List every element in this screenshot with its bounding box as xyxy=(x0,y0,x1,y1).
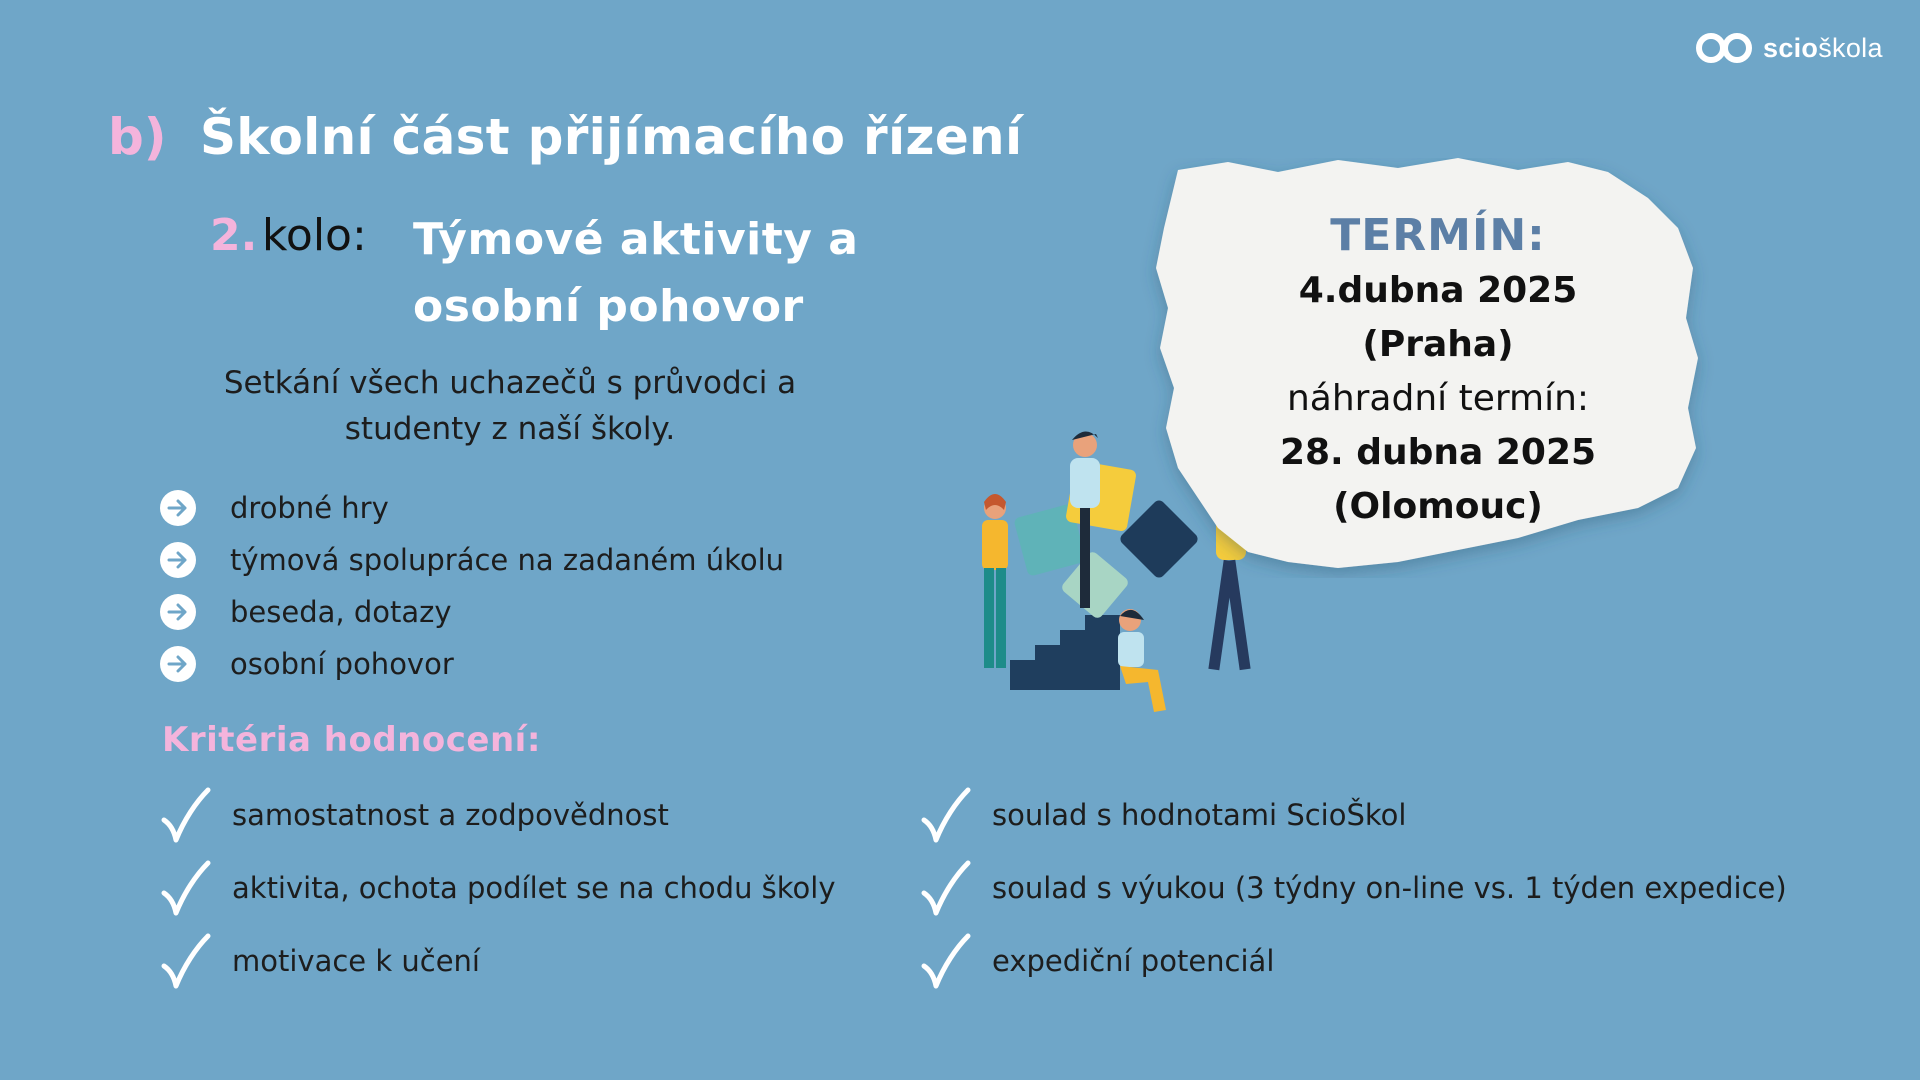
list-item xyxy=(160,778,900,851)
list-item xyxy=(160,638,920,690)
checkmark-icon xyxy=(920,859,972,917)
list-item xyxy=(160,534,920,586)
criteria-list-left xyxy=(160,778,900,997)
infinity-logo-icon xyxy=(1695,32,1753,64)
page-title: Školní část přijímacího řízení xyxy=(200,108,1023,166)
criteria-list-right xyxy=(920,778,1920,997)
logo-wordmark xyxy=(1763,33,1883,64)
term-place-primary: (Praha) xyxy=(1362,324,1514,365)
stairs-shape xyxy=(1010,615,1120,690)
round-title-line2: osobní pohovor xyxy=(413,281,804,332)
term-place-alt: (Olomouc) xyxy=(1333,486,1543,527)
person-woman-left xyxy=(982,494,1008,668)
checkmark-icon xyxy=(920,786,972,844)
activity-label: týmová spolupráce na zadaném úkolu xyxy=(230,543,785,577)
criteria-label: expediční potenciál xyxy=(992,943,1275,978)
term-alt-label: náhradní termín: xyxy=(1286,378,1590,419)
list-item xyxy=(920,851,1920,924)
checkmark-icon xyxy=(160,932,212,990)
term-date-alt: 28. dubna 2025 xyxy=(1279,432,1597,473)
term-date-primary: 4.dubna 2025 xyxy=(1298,270,1578,311)
activities-list xyxy=(160,482,920,690)
round-word: kolo: xyxy=(262,210,367,261)
scioskola-logo xyxy=(1695,28,1895,68)
intro-line2: studenty z naší školy. xyxy=(344,411,676,447)
arrow-right-icon xyxy=(160,490,196,526)
person-woman-kneeling xyxy=(1118,609,1166,712)
criteria-label: aktivita, ochota podílet se na chodu školy xyxy=(232,870,836,905)
arrow-right-icon xyxy=(160,594,196,630)
round-title-line1: Týmové aktivity a xyxy=(413,214,859,265)
list-item xyxy=(160,924,900,997)
list-item xyxy=(920,924,1920,997)
section-letter: b) xyxy=(108,108,167,166)
checkmark-icon xyxy=(920,932,972,990)
intro-text xyxy=(180,360,840,452)
term-content xyxy=(1178,208,1698,534)
term-heading: TERMÍN: xyxy=(1330,210,1546,261)
round-number: 2. xyxy=(210,210,258,261)
intro-line1: Setkání všech uchazečů s průvodci a xyxy=(223,365,797,401)
criteria-label: soulad s výukou (3 týdny on-line vs. 1 týden expedice) xyxy=(992,870,1787,905)
round-title xyxy=(413,206,973,340)
activity-label: osobní pohovor xyxy=(230,647,454,681)
arrow-right-icon xyxy=(160,646,196,682)
term-card xyxy=(1138,158,1738,578)
criteria-label: motivace k učení xyxy=(232,943,480,978)
criteria-label: soulad s hodnotami ScioŠkol xyxy=(992,797,1407,832)
list-item xyxy=(160,851,900,924)
checkmark-icon xyxy=(160,786,212,844)
checkmark-icon xyxy=(160,859,212,917)
logo-regular-part: škola xyxy=(1818,32,1883,63)
list-item xyxy=(920,778,1920,851)
activity-label: drobné hry xyxy=(230,491,389,525)
list-item xyxy=(160,482,920,534)
list-item xyxy=(160,586,920,638)
criteria-label: samostatnost a zodpovědnost xyxy=(232,797,669,832)
logo-bold-part: scio xyxy=(1763,32,1819,63)
criteria-heading: Kritéria hodnocení: xyxy=(162,720,541,760)
arrow-right-icon xyxy=(160,542,196,578)
activity-label: beseda, dotazy xyxy=(230,595,452,629)
